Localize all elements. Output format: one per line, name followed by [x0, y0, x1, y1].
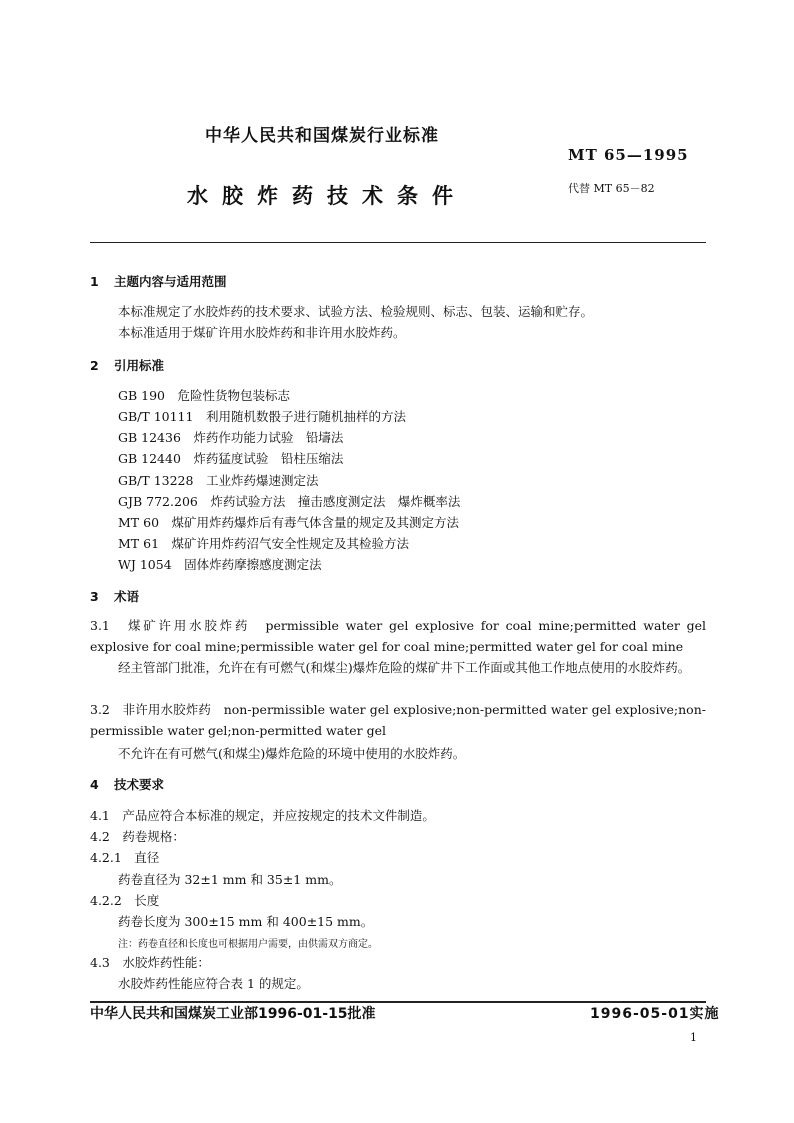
- replaces-note: 代替 MT 65－82: [568, 182, 655, 195]
- section-3-heading: [90, 587, 139, 605]
- section-1-heading: [90, 272, 227, 290]
- reference-item: MT 60 煤矿用炸药爆炸后有毒气体含量的规定及其测定方法: [118, 515, 460, 530]
- paragraph: 本标准规定了水胶炸药的技术要求、试验方法、检验规则、标志、包装、运输和贮存。: [118, 304, 594, 319]
- term-3-2-heading: 3.2 非许用水胶炸药 non-permissible water gel explosive;non-permitted water gel explosive;non-permissible water gel;non-permitted water gel: [90, 702, 706, 738]
- reference-item: GB 190 危险性货物包装标志: [118, 388, 291, 403]
- reference-item: GB 12436 炸药作功能力试验 铅壔法: [118, 430, 344, 445]
- section-number: 1: [90, 274, 99, 289]
- clause-4-2-2: 4.2.2 长度: [90, 893, 160, 908]
- section-number: 2: [90, 358, 99, 373]
- clause-4-1: 4.1 产品应符合本标准的规定，并应按规定的技术文件制造。: [90, 808, 435, 823]
- clause-4-2-1: 4.2.1 直径: [90, 850, 160, 865]
- clause-4-3: 4.3 水胶炸药性能：: [90, 955, 210, 970]
- note: 注：药卷直径和长度也可根据用户需要，由供需双方商定。: [118, 939, 378, 950]
- section-title: 技术要求: [114, 777, 165, 792]
- header-divider: [90, 242, 706, 243]
- reference-item: GB/T 10111 利用随机数骰子进行随机抽样的方法: [118, 409, 406, 424]
- document-title: 水胶炸药技术条件: [187, 184, 467, 208]
- clause-4-3-body: 水胶炸药性能应符合表 1 的规定。: [118, 976, 309, 991]
- section-number: 3: [90, 589, 99, 604]
- reference-item: GJB 772.206 炸药试验方法 撞击感度测定法 爆炸概率法: [118, 494, 461, 509]
- section-title: 引用标准: [114, 358, 165, 373]
- section-title: 主题内容与适用范围: [114, 274, 227, 289]
- approval-statement: 中华人民共和国煤炭工业部1996-01-15批准: [90, 1006, 376, 1022]
- section-2-heading: [90, 356, 164, 374]
- paragraph: 本标准适用于煤矿许用水胶炸药和非许用水胶炸药。: [118, 325, 406, 340]
- term-3-1-definition: 经主管部门批准，允许在有可燃气(和煤尘)爆炸危险的煤矿井下工作面或其他工作地点使用的水胶炸药。: [118, 660, 691, 675]
- industry-standard-title: 中华人民共和国煤炭行业标准: [205, 126, 439, 146]
- section-title: 术语: [114, 589, 140, 604]
- term-3-2-definition: 不允许在有可燃气(和煤尘)爆炸危险的环境中使用的水胶炸药。: [118, 746, 466, 761]
- reference-item: GB/T 13228 工业炸药爆速测定法: [118, 473, 319, 488]
- standard-code: MT 65—1995: [568, 146, 689, 164]
- reference-item: WJ 1054 固体炸药摩擦感度测定法: [118, 557, 322, 572]
- section-4-heading: [90, 775, 164, 793]
- section-number: 4: [90, 777, 99, 792]
- page-number: 1: [690, 1031, 697, 1044]
- clause-4-2: 4.2 药卷规格：: [90, 829, 185, 844]
- reference-item: MT 61 煤矿许用炸药沼气安全性规定及其检验方法: [118, 536, 410, 551]
- term-3-1-heading: 3.1 煤矿许用水胶炸药 permissible water gel explosive for coal mine;permitted water gel explosive for coal mine;permissible water gel for coal mine;permitted water gel for coal mine: [90, 618, 706, 654]
- effective-date: 1996-05-01实施: [590, 1006, 720, 1022]
- clause-4-2-2-body: 药卷长度为 300±15 mm 和 400±15 mm。: [118, 914, 374, 929]
- clause-4-2-1-body: 药卷直径为 32±1 mm 和 35±1 mm。: [118, 872, 342, 887]
- reference-item: GB 12440 炸药猛度试验 铅柱压缩法: [118, 451, 344, 466]
